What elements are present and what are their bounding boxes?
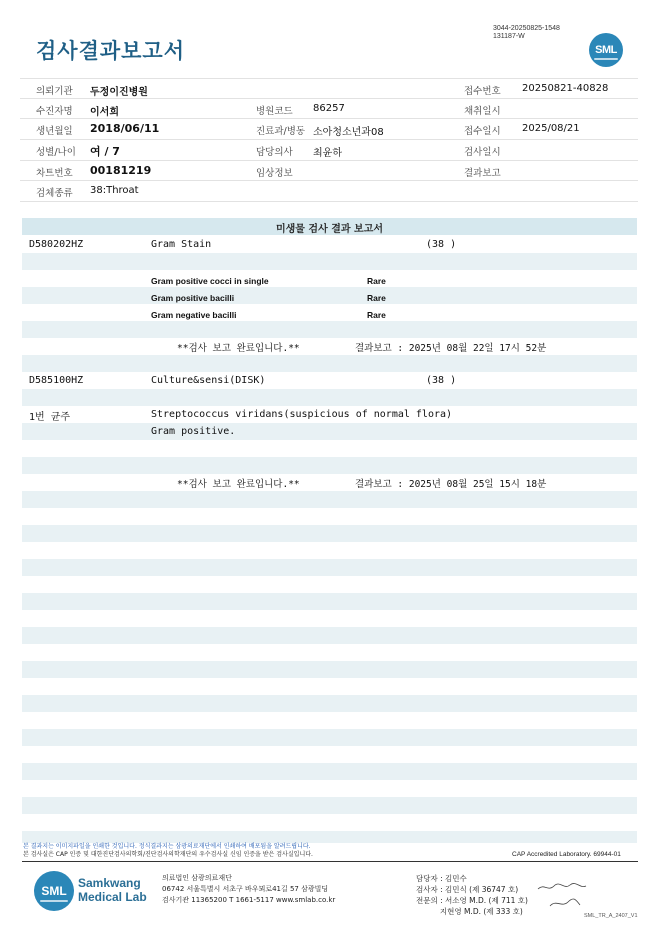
- document-id: [493, 25, 560, 41]
- info-row: [20, 181, 638, 202]
- samkwang-brand: [34, 871, 154, 911]
- org-contact: 검사기관 11365200 T 1661-5117 www.smlab.co.kr: [162, 896, 336, 904]
- row-band: [22, 525, 637, 542]
- row-band: [22, 491, 637, 508]
- row-band: [22, 729, 637, 746]
- info-value: 20250821-40828: [522, 83, 609, 94]
- org-address: 06742 서울특별시 서초구 바우뫼로41길 57 삼광빌딩: [162, 885, 329, 893]
- info-row: [20, 99, 638, 120]
- info-value: 이서희: [90, 106, 119, 118]
- row-band: [22, 253, 637, 270]
- info-value: 두정이진병원: [90, 87, 148, 98]
- info-value: 38:Throat: [90, 185, 139, 197]
- report-timestamp: 결과보고 : 2025년 08월 22일 17시 52분: [355, 343, 547, 354]
- cap-accreditation: CAP Accredited Laboratory. 69944-01: [512, 851, 621, 858]
- sml-logo-footer: SML: [34, 871, 74, 911]
- info-value: 소아청소년과08: [313, 127, 384, 139]
- info-value: 2025/08/21: [522, 123, 580, 135]
- info-label: 담당의사: [256, 147, 293, 159]
- test-code: D585100HZ: [29, 375, 84, 386]
- signer-line: 검사자 : 김민식 (제 36747 호): [416, 885, 519, 894]
- signer-line: 담당자 : 김민수: [416, 874, 467, 883]
- row-band: [22, 831, 637, 843]
- report-timestamp: 결과보고 : 2025년 08월 25일 15시 18분: [355, 479, 547, 490]
- info-row: [20, 140, 638, 161]
- gram-result-label: Gram positive cocci in single: [151, 276, 269, 286]
- row-band: [22, 627, 637, 644]
- gram-result-label: Gram negative bacilli: [151, 310, 237, 320]
- section-title: 미생물 검사 결과 보고서: [275, 224, 384, 235]
- info-value: 86257: [313, 102, 345, 114]
- gram-result-value: Rare: [367, 293, 386, 303]
- info-label: 결과보고: [464, 167, 501, 179]
- info-label: 생년월일: [36, 126, 73, 138]
- row-band: [22, 423, 637, 440]
- row-band: [22, 559, 637, 576]
- brand-name: [78, 876, 147, 904]
- row-band: [22, 661, 637, 678]
- footer-notice: [23, 843, 313, 859]
- document-id-line2: 131187-W: [493, 33, 525, 40]
- signer-line: 전문의 : 서소영 M.D. (제 711 호): [416, 896, 528, 905]
- info-label: 채취일시: [464, 105, 501, 117]
- info-value: 2018/06/11: [90, 122, 160, 136]
- organization-info: [162, 873, 335, 906]
- info-label: 차트번호: [36, 167, 73, 179]
- document-id-line1: 3044-20250825-1548: [493, 25, 560, 32]
- sml-logo: SML: [589, 33, 623, 67]
- row-band: [22, 321, 637, 338]
- signers: [416, 873, 528, 917]
- page-title: 검사결과보고서: [36, 39, 186, 63]
- row-band: [22, 797, 637, 814]
- info-label: 접수번호: [464, 86, 501, 97]
- gram-result-value: Rare: [367, 276, 386, 286]
- row-band: [22, 593, 637, 610]
- info-label: 진료과/병동: [256, 126, 306, 138]
- info-label: 성별/나이: [36, 147, 76, 159]
- info-label: 병원코드: [256, 105, 293, 117]
- info-row: [20, 78, 638, 99]
- row-band: [22, 695, 637, 712]
- brand-name-line2: Medical Lab: [78, 890, 147, 904]
- test-name: Culture&sensi(DISK): [151, 375, 266, 386]
- footer-notice-accreditation: 본 검사실은 CAP 인증 및 대한진단검사의학회/진단검사의학재단의 우수검사실 신임 인증을 받은 검사실입니다.: [23, 851, 313, 858]
- patient-info-table: [20, 78, 638, 202]
- footer-divider: [22, 861, 638, 862]
- row-band: [22, 457, 637, 474]
- report-complete-message: **검사 보고 완료입니다.**: [177, 479, 300, 490]
- organism-note: Gram positive.: [151, 426, 236, 437]
- footer-notice-print: 본 결과지는 이미지파일을 인쇄한 것입니다. 정식결과지는 삼광의료재단에서 인쇄하여 배포됨을 알려드립니다.: [23, 843, 311, 850]
- organism-number: 1번 균주: [29, 412, 71, 423]
- info-label: 임상정보: [256, 167, 293, 179]
- specimen-code: (38 ): [426, 375, 457, 386]
- org-name: 의료법인 삼광의료재단: [162, 874, 232, 882]
- specimen-code: (38 ): [426, 239, 457, 250]
- row-band: [22, 355, 637, 372]
- brand-name-line1: Samkwang: [78, 876, 141, 890]
- info-label: 검체종류: [36, 188, 73, 200]
- test-name: Gram Stain: [151, 239, 212, 250]
- info-value: 최윤하: [313, 148, 342, 160]
- test-code: D580202HZ: [29, 239, 84, 250]
- gram-result-value: Rare: [367, 310, 386, 320]
- info-label: 접수일시: [464, 126, 501, 138]
- info-value: 00181219: [90, 163, 152, 177]
- organism-name: Streptococcus viridans(suspicious of normal flora): [151, 409, 453, 420]
- info-label: 검사일시: [464, 147, 501, 159]
- info-value: 여 / 7: [90, 145, 120, 159]
- gram-result-label: Gram positive bacilli: [151, 293, 235, 303]
- form-code: SML_TR_A_2407_V1: [584, 913, 638, 919]
- row-band: [22, 287, 637, 304]
- row-band: [22, 763, 637, 780]
- info-row: [20, 161, 638, 182]
- info-row: [20, 119, 638, 140]
- report-complete-message: **검사 보고 완료입니다.**: [177, 343, 300, 354]
- row-band: [22, 389, 637, 406]
- signer-line: 지현영 M.D. (제 333 호): [416, 907, 523, 916]
- signature-mark: [536, 881, 588, 893]
- info-label: 의뢰기관: [36, 86, 73, 97]
- signature-mark: [548, 896, 582, 910]
- info-label: 수진자명: [36, 105, 73, 117]
